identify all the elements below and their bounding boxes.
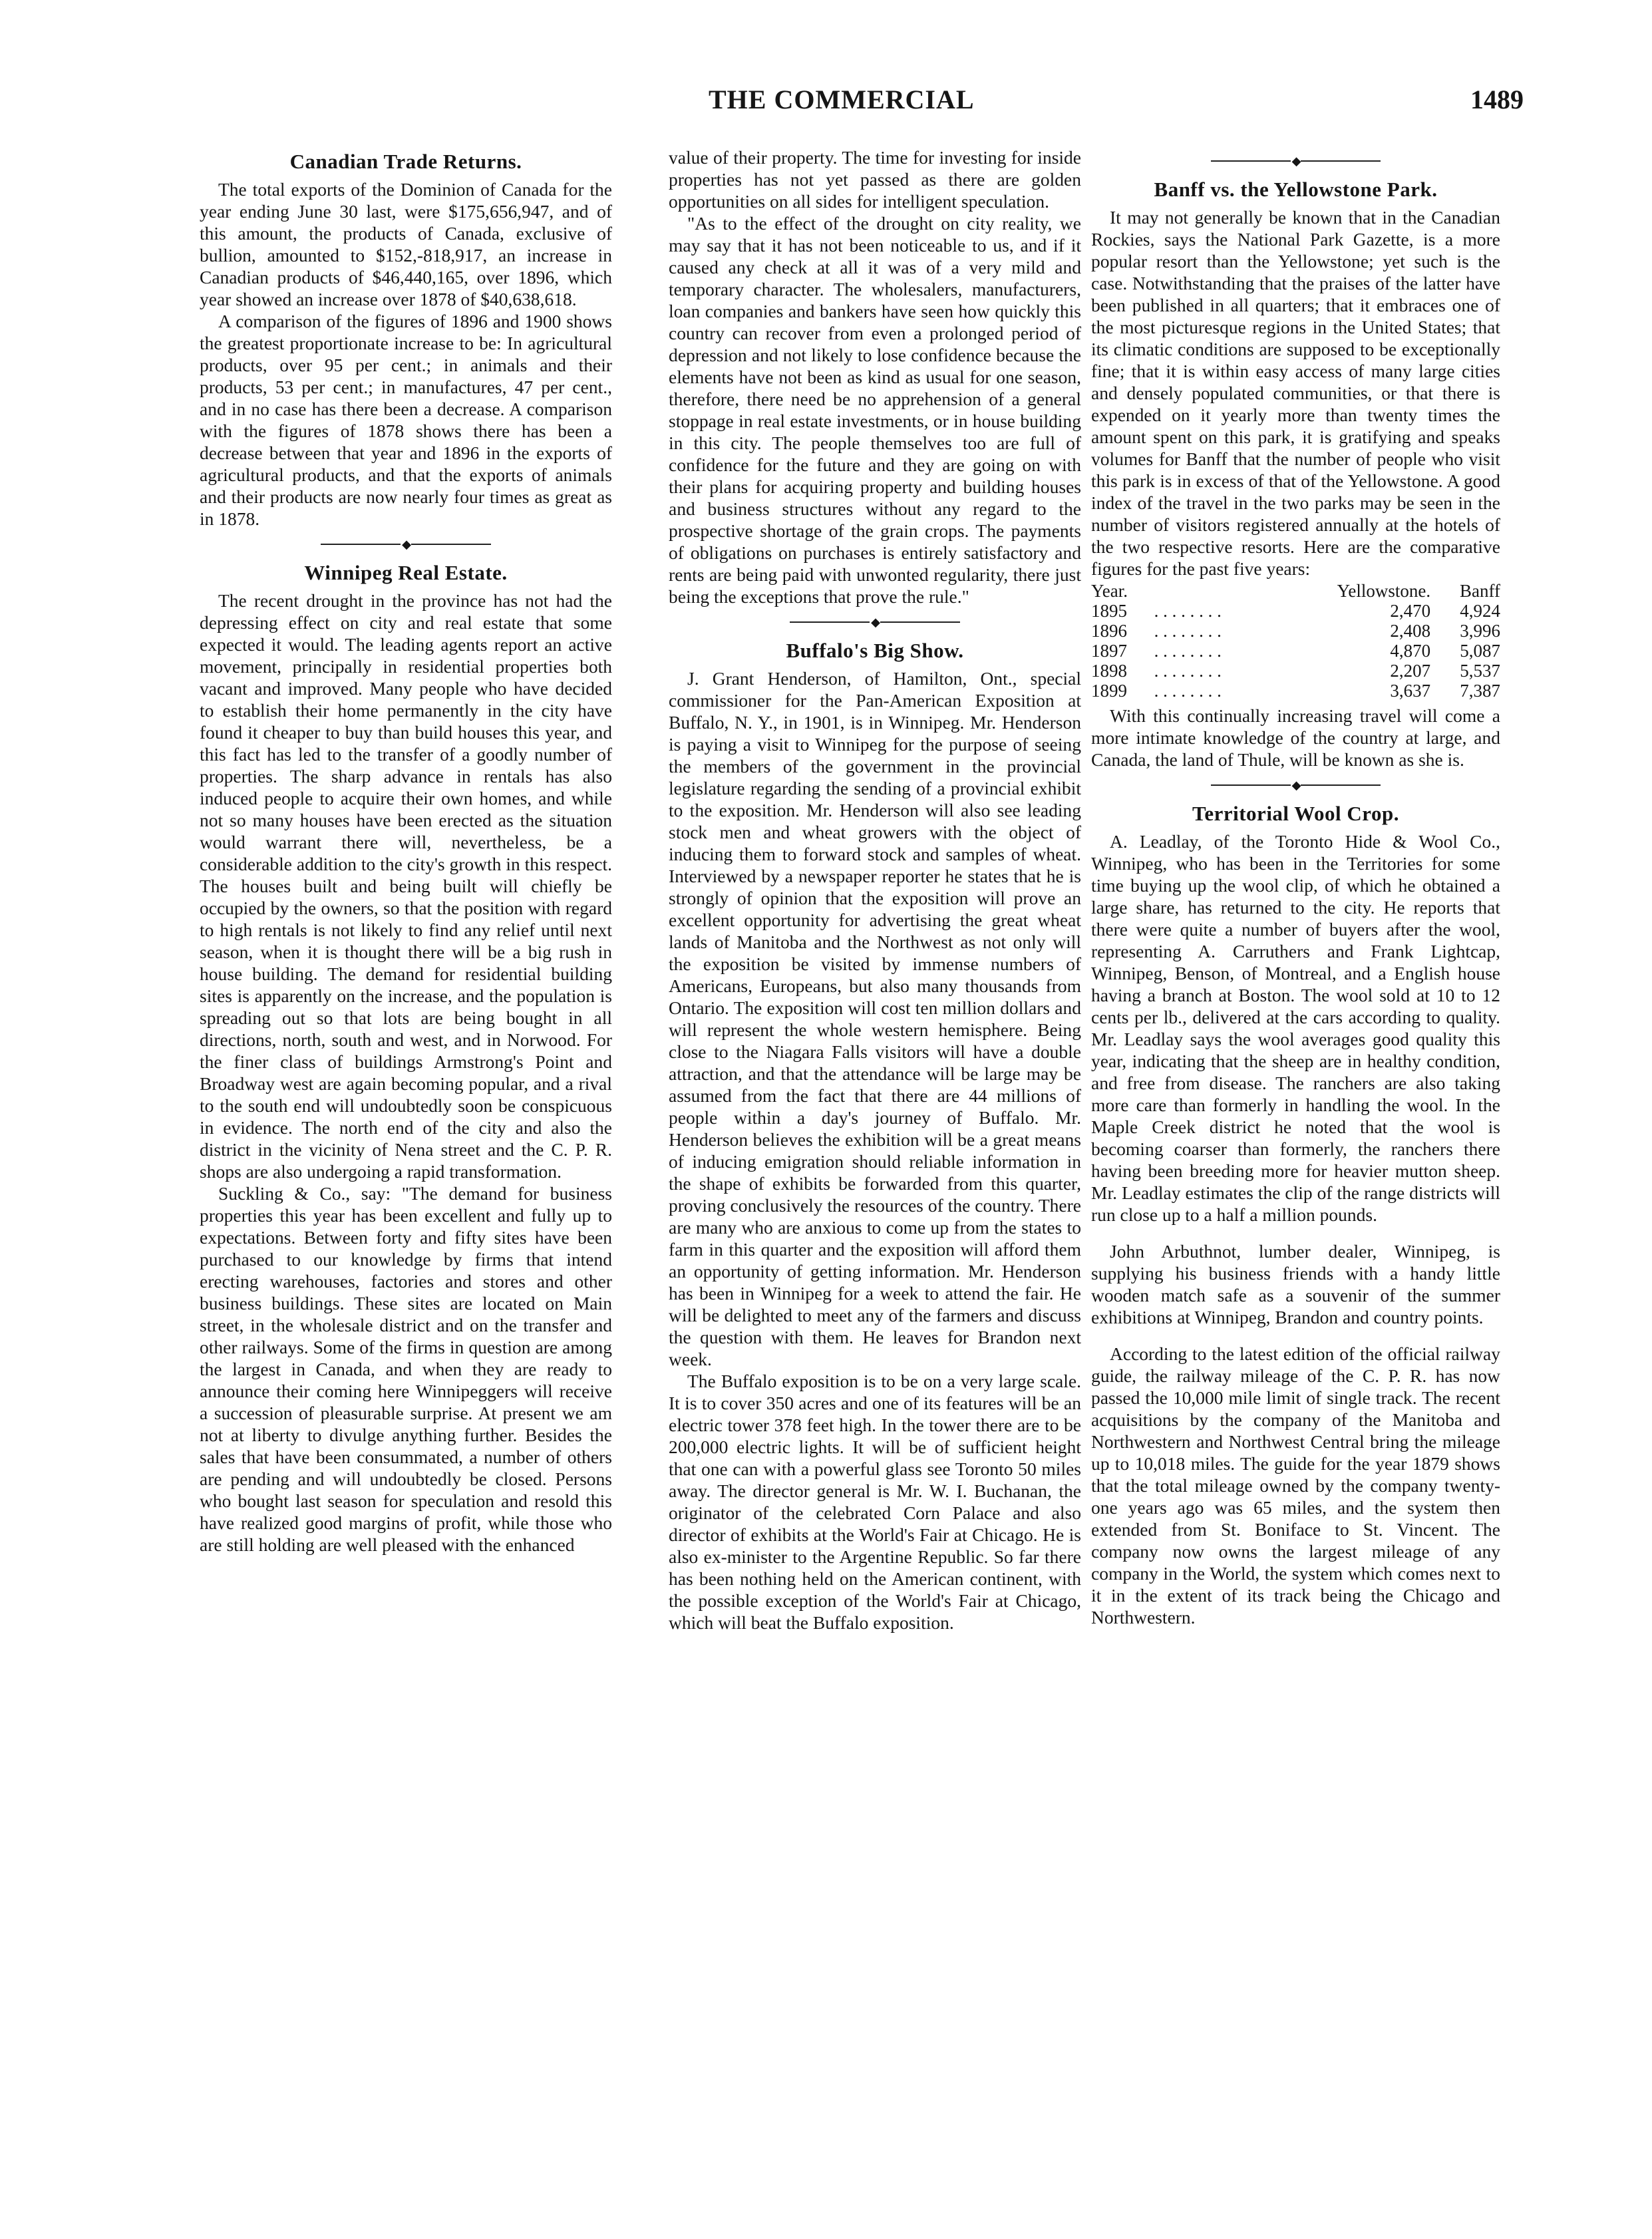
article-paragraph: value of their property. The time for investing for inside properties has not yet passed as there are golden opportunities on all sides for intelligent speculation. — [669, 147, 1081, 212]
column-3 — [1091, 146, 1500, 1628]
article-paragraph: The total exports of the Dominion of Canada for the year ending June 30 last, were $175,656,947, and of this amount, the products of Canada, exclusive of bullion, amounted to $152,-818,917, an increase in Canadian products of $46,440,165, over 1896, which year showed an increase over 1878 of $40,638,618. — [200, 179, 612, 309]
spacer — [1091, 1226, 1500, 1240]
article-paragraph: "As to the effect of the drought on city reality, we may say that it has not been noticeable to us, and if it caused any check at all it was of a very mild and temporary character. The wholesalers, manufacturers, loan companies and bankers have seen how quickly this country can recover from even a prolonged period of depression and not likely to lose confidence because the elements have not been as kind as usual for one season, therefore, there need be no apprehension of a general stoppage in real estate investments, or in house building in this city. The people themselves too are full of confidence for the future and they are going on with their plans for acquiring property and building houses and business structures without any regard to the prospective shortage of the grain crops. The payments of obligations on purchases is entirely satisfactory and rents are being paid with unwonted regularity, there just being the exceptions that prove the rule." — [669, 213, 1081, 607]
section-divider: ◆ — [200, 536, 612, 551]
article-title-trade-returns: Canadian Trade Returns. — [289, 150, 522, 173]
page-header — [193, 84, 1524, 124]
news-note: John Arbuthnot, lumber dealer, Winnipeg, is supplying his business friends with a handy little wooden match safe as a souvenir of the summer exhibitions at Winnipeg, Brandon and country points. — [1091, 1240, 1500, 1327]
publication-title: THE COMMERCIAL — [709, 85, 975, 114]
table-cell-year: 1895 — [1091, 600, 1127, 621]
article-title-banff: Banff vs. the Yellowstone Park. — [1154, 177, 1438, 201]
table-header-row — [1091, 581, 1500, 601]
table-cell-yellowstone: 4,870 — [1390, 640, 1431, 661]
column-1 — [200, 146, 612, 1556]
table-cell-year: 1898 — [1091, 660, 1127, 681]
table-cell-banff: 3,996 — [1460, 620, 1500, 641]
article-paragraph: It may not generally be known that in the Canadian Rockies, says the National Park Gazette, is a more popular resort than the Yellowstone; yet such is the case. Notwithstanding that the praises of the latter have been published in all quarters; that it embraces one of the most picturesque regions in the United States; that its climatic conditions are supposed to be exceptionally fine; that it is within easy access of many large cities and densely populated communities, or that there is expended on it yearly more than twenty times the amount spent on this park, it is gratifying and speaks volumes for Banff that the number of people who visit this park is in excess of that of the Yellowstone. A good index of the travel in the two parks may be seen in the number of visitors registered annually at the hotels of the two respective resorts. Here are the comparative figures for the past five years: — [1091, 206, 1500, 579]
table-cell-year: 1897 — [1091, 640, 1127, 661]
article-paragraph: Suckling & Co., say: "The demand for business properties this year has been excellent and fully up to expectations. Between forty and fifty sites have been purchased to our knowledge by firms that intend erecting warehouses, factories and stores and other business buildings. These sites are located on Main street, in the wholesale district and on the transfer and other railways. Some of the firms in question are among the largest in Canada, and when they are ready to announce their coming here Winnipeggers will receive a succession of pleasurable surprise. At present we am not at liberty to divulge anything further. Besides the sales that have been consummated, a number of others are pending and will undoubtedly be closed. Persons who bought last season for speculation and resold this have realized good margins of profit, while those who are still holding are well pleased with the enhanced — [200, 1182, 612, 1555]
table-cell-dots: . . . . . . . . — [1154, 680, 1222, 701]
table-cell-banff: 5,537 — [1460, 660, 1500, 681]
table-header-yellowstone: Yellowstone. — [1337, 580, 1431, 601]
table-cell-yellowstone: 2,207 — [1390, 660, 1431, 681]
column-2 — [669, 146, 1081, 1634]
table-cell-year: 1896 — [1091, 620, 1127, 641]
section-divider: ◆ — [1091, 153, 1500, 168]
section-divider: ◆ — [669, 614, 1081, 629]
section-divider: ◆ — [1091, 777, 1500, 792]
page-number: 1489 — [1470, 85, 1524, 114]
table-row — [1091, 601, 1500, 621]
table-cell-dots: . . . . . . . . — [1154, 640, 1222, 661]
table-cell-dots: . . . . . . . . — [1154, 620, 1222, 641]
table-header-dots — [1154, 581, 1270, 601]
article-title-buffalo: Buffalo's Big Show. — [786, 638, 964, 662]
table-cell-yellowstone: 2,470 — [1390, 600, 1431, 621]
table-row — [1091, 621, 1500, 641]
article-paragraph: With this continually increasing travel will come a more intimate knowledge of the country at large, and Canada, the land of Thule, will be known as she is. — [1091, 705, 1500, 770]
table-cell-banff: 4,924 — [1460, 600, 1500, 621]
article-title-real-estate: Winnipeg Real Estate. — [304, 560, 508, 584]
table-header-year: Year. — [1091, 580, 1128, 601]
article-paragraph: The recent drought in the province has not had the depressing effect on city and real estate that some expected it would. The leading agents report an active movement, principally in residential properties both vacant and improved. Many people who have decided to establish their home permanently in the city have found it cheaper to buy than build houses this year, and this fact has led to the transfer of a goodly number of properties. The sharp advance in rentals has also induced people to acquire their own homes, and while not so many houses have been erected as the situation would warrant there will, nevertheless, be a considerable addition to the city's growth in this respect. The houses built and being built will chiefly be occupied by the owners, so that the position with regard to high rentals is not likely to find any relief until next season, when it is thought there will be a big rush in house building. The demand for residential building sites is apparently on the increase, and the population is spreading out so that lots are being bought in all directions, north, south and west, and in Norwood. For the finer class of buildings Armstrong's Point and Broadway west are again becoming popular, and a rival to the south end will undoubtedly soon be conspicuous in evidence. The north end of the city and also the district in the vicinity of Nena street and the C. P. R. shops are also undergoing a rapid transformation. — [200, 590, 612, 1182]
article-paragraph: J. Grant Henderson, of Hamilton, Ont., special commissioner for the Pan-American Exposition at Buffalo, N. Y., in 1901, is in Winnipeg. Mr. Henderson is paying a visit to Winnipeg for the purpose of seeing the members of the government in the provincial legislature regarding the sending of a provincial exhibit to the exposition. Mr. Henderson will also see leading stock men and wheat growers with the object of inducing them to forward stock and samples of wheat. Interviewed by a newspaper reporter he states that he is strongly of opinion that the exposition will prove an excellent opportunity for advertising the great wheat lands of Manitoba and the Northwest as not only will the exposition be visited by immense numbers of Americans, Europeans, but also many thousands from Ontario. The exposition will cost ten million dollars and will represent the whole western hemisphere. Being close to the Niagara Falls visitors will have a double attraction, and that the attendance will be large may be assumed from the fact that there are 44 millions of people within a day's journey of Buffalo. Mr. Henderson believes the exhibition will be a great means of inducing emigration should reliable information in the shape of exhibits be forwarded from this quarter, proving conclusively the resources of the country. There are many who are anxious to come up from the states to farm in this quarter and the exposition will afford them an opportunity of getting information. Mr. Henderson has been in Winnipeg for a week to attend the fair. He will be delighted to meet any of the farmers and discuss the question with them. He leaves for Brandon next week. — [669, 667, 1081, 1369]
article-paragraph: A comparison of the figures of 1896 and 1900 shows the greatest proportionate increase to be: In agricultural products, over 95 per cent.; in animals and their products, 53 per cent.; in manufactures, 47 per cent., and in no case has there been a decrease. A comparison with the figures of 1878 shows there has been a decrease between that year and 1896 in the exports of agricultural products, and that the exports of animals and their products are now nearly four times as great as in 1878. — [200, 311, 612, 529]
article-title-wool: Territorial Wool Crop. — [1192, 801, 1399, 825]
news-note: According to the latest edition of the official railway guide, the railway mileage of the C. P. R. has now passed the 10,000 mile limit of single track. The recent acquisitions by the company of the Manitoba and Northwestern and Northwest Central bring the mileage up to 10,018 miles. The guide for the year 1879 shows that the total mileage owned by the company twenty-one years ago was 65 miles, and the system then extended from St. Boniface to St. Vincent. The company now owns the largest mileage of any company in the World, the system which comes next to it in the extent of its track being the Chicago and Northwestern. — [1091, 1343, 1500, 1628]
table-cell-year: 1899 — [1091, 680, 1127, 701]
table-cell-banff: 7,387 — [1460, 680, 1500, 701]
table-cell-yellowstone: 2,408 — [1390, 620, 1431, 641]
visitors-table — [1091, 581, 1500, 701]
table-cell-banff: 5,087 — [1460, 640, 1500, 661]
table-cell-yellowstone: 3,637 — [1390, 680, 1431, 701]
table-row — [1091, 681, 1500, 701]
table-header-banff: Banff — [1460, 580, 1500, 601]
table-row — [1091, 641, 1500, 661]
article-paragraph: The Buffalo exposition is to be on a very large scale. It is to cover 350 acres and one of its features will be an electric tower 378 feet high. In the tower there are to be 200,000 electric lights. It will be of sufficient height that one can with a powerful glass see Toronto 50 miles away. The director general is Mr. W. I. Buchanan, the originator of the celebrated Corn Palace and also director of exhibits at the World's Fair at Chicago. He is also ex-minister to the Argentine Republic. So far there has been nothing held on the American continent, with the possible exception of the World's Fair at Chicago, which will beat the Buffalo exposition. — [669, 1370, 1081, 1633]
table-cell-dots: . . . . . . . . — [1154, 660, 1222, 681]
table-row — [1091, 661, 1500, 681]
table-cell-dots: . . . . . . . . — [1154, 600, 1222, 621]
article-paragraph: A. Leadlay, of the Toronto Hide & Wool Co., Winnipeg, who has been in the Territories for some time buying up the wool clip, of which he obtained a large share, has returned to the city. He reports that there were quite a number of buyers after the wool, representing A. Carruthers and Frank Lightcap, Winnipeg, Benson, of Montreal, and a English house having a branch at Boston. The wool sold at 10 to 12 cents per lb., delivered at the cars according to quality. Mr. Leadlay says the wool averages good quality this year, indicating that the sheep are in healthy condition, and free from disease. The ranchers are also taking more care than formerly in handling the wool. In the Maple Creek district he noted that the wool is becoming coarser than formerly, the ranchers there having been breeding more for heavier mutton sheep. Mr. Leadlay estimates the clip of the range districts will run close up to a half a million pounds. — [1091, 830, 1500, 1225]
spacer — [1091, 1328, 1500, 1343]
